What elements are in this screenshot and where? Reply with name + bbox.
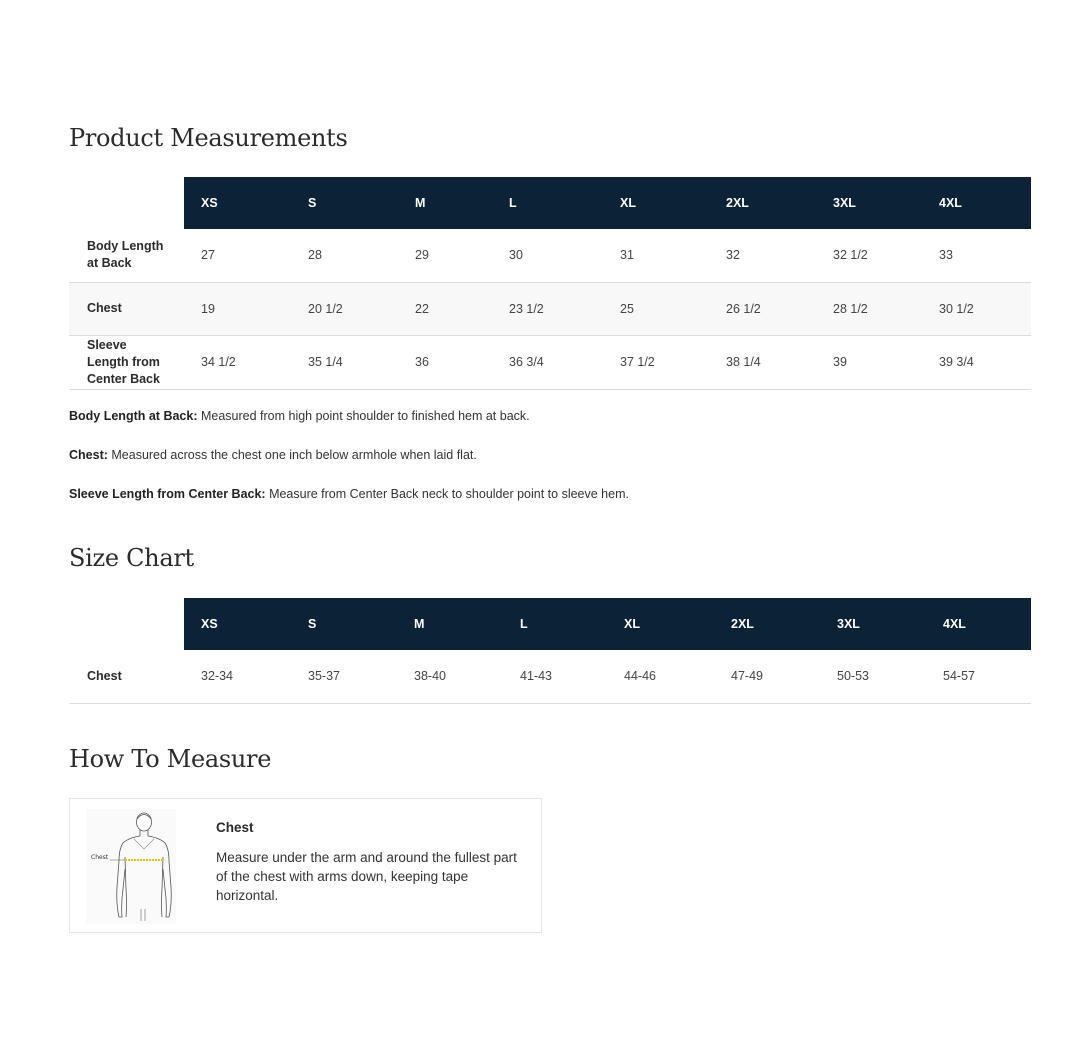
size-header: S	[291, 598, 397, 650]
size-header: XS	[184, 598, 291, 650]
table-cell: 54-57	[926, 650, 1031, 703]
body-chest-measurement-icon	[86, 809, 176, 924]
table-row	[69, 335, 1031, 389]
row-label: Chest	[69, 650, 184, 703]
table-cell: 34 1/2	[184, 335, 291, 389]
note-text: Measure from Center Back neck to shoulder point to sleeve hem.	[265, 487, 629, 501]
size-chart-title: Size Chart	[69, 544, 194, 572]
table-cell: 41-43	[503, 650, 607, 703]
how-to-measure-card	[69, 798, 542, 933]
table-cell: 50-53	[820, 650, 926, 703]
table-cell: 33	[922, 229, 1031, 282]
table-cell: 35-37	[291, 650, 397, 703]
note-term: Chest:	[69, 448, 108, 462]
note-term: Body Length at Back:	[69, 409, 198, 423]
how-to-measure-item-description: Measure under the arm and around the fullest part of the chest with arms down, keeping tape horizontal.	[216, 850, 517, 903]
figure-chest-label: Chest	[91, 854, 109, 861]
table-row	[69, 229, 1031, 282]
size-header: 4XL	[926, 598, 1031, 650]
note-text: Measured from high point shoulder to finished hem at back.	[197, 409, 530, 423]
size-header: 2XL	[714, 598, 820, 650]
table-cell: 30	[492, 229, 603, 282]
table-cell: 19	[184, 282, 291, 335]
note-text: Measured across the chest one inch below armhole when laid flat.	[107, 448, 477, 462]
size-header: M	[397, 598, 503, 650]
header-row	[69, 177, 1031, 229]
measurement-notes	[69, 408, 629, 525]
table-cell: 26 1/2	[709, 282, 816, 335]
table-cell: 32 1/2	[816, 229, 922, 282]
table-cell: 47-49	[714, 650, 820, 703]
how-to-measure-title: How To Measure	[69, 745, 272, 773]
size-header: L	[503, 598, 607, 650]
size-header: 3XL	[820, 598, 926, 650]
header-blank	[69, 598, 184, 650]
note-sleeve-length	[69, 486, 629, 502]
table-cell: 31	[603, 229, 709, 282]
table-cell: 32	[709, 229, 816, 282]
header-row	[69, 598, 1031, 650]
how-to-measure-item-title: Chest	[216, 820, 254, 835]
table-cell: 36	[398, 335, 492, 389]
table-cell: 32-34	[184, 650, 291, 703]
table-cell: 20 1/2	[291, 282, 398, 335]
size-header: M	[398, 177, 492, 229]
product-measurements-title: Product Measurements	[69, 124, 348, 152]
note-chest	[69, 447, 629, 463]
table-cell: 27	[184, 229, 291, 282]
header-blank	[69, 177, 184, 229]
table-cell: 35 1/4	[291, 335, 398, 389]
size-header: XS	[184, 177, 291, 229]
size-header: 4XL	[922, 177, 1031, 229]
size-chart-table	[69, 598, 1031, 704]
table-cell: 38-40	[397, 650, 503, 703]
table-cell: 44-46	[607, 650, 714, 703]
table-cell: 30 1/2	[922, 282, 1031, 335]
size-header: XL	[607, 598, 714, 650]
table-cell: 28 1/2	[816, 282, 922, 335]
table-row	[69, 282, 1031, 335]
size-header: 3XL	[816, 177, 922, 229]
size-header: S	[291, 177, 398, 229]
row-label: Sleeve Length from Center Back	[69, 335, 184, 389]
row-label: Chest	[69, 282, 184, 335]
note-body-length	[69, 408, 629, 424]
table-cell: 39 3/4	[922, 335, 1031, 389]
product-measurements-table	[69, 177, 1031, 390]
table-cell: 22	[398, 282, 492, 335]
table-cell: 29	[398, 229, 492, 282]
table-cell: 38 1/4	[709, 335, 816, 389]
size-header: XL	[603, 177, 709, 229]
table-cell: 37 1/2	[603, 335, 709, 389]
size-header: 2XL	[709, 177, 816, 229]
table-cell: 36 3/4	[492, 335, 603, 389]
size-header: L	[492, 177, 603, 229]
row-label: Body Length at Back	[69, 229, 184, 282]
table-cell: 28	[291, 229, 398, 282]
table-row	[69, 650, 1031, 703]
table-cell: 25	[603, 282, 709, 335]
table-cell: 39	[816, 335, 922, 389]
note-term: Sleeve Length from Center Back:	[69, 487, 266, 501]
table-cell: 23 1/2	[492, 282, 603, 335]
